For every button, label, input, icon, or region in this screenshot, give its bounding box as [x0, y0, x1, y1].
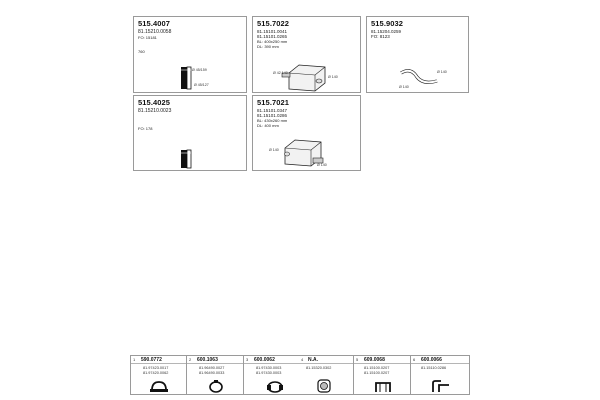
ref-number: 81.15100.0207: [364, 371, 390, 375]
ref-number: 81.15210.0058: [138, 29, 172, 35]
accessory-cell-2[interactable]: [187, 356, 244, 394]
mount-bracket-icon: [431, 379, 451, 394]
ref-number: 81.15101.0041: [257, 29, 288, 34]
part-card-4[interactable]: [133, 95, 247, 171]
item-number: 3: [246, 357, 249, 362]
part-number: 600.1063: [197, 356, 218, 363]
accessory-cell-6[interactable]: [411, 356, 469, 394]
dimension-label: Ø 42 140: [273, 71, 288, 75]
part-card-1[interactable]: [133, 16, 247, 93]
ref-number: 81.97430.0003: [256, 366, 282, 370]
part-number: N.A.: [308, 356, 318, 363]
vertical-silencer-icon: [178, 148, 198, 170]
ref-number: 81.96490.0033: [199, 371, 225, 375]
spec-line: DL: 390 mm: [257, 44, 279, 49]
spec-line: BL: 430x260 mm: [257, 118, 288, 123]
item-number: 2: [189, 357, 192, 362]
dimension-label: Ø 140: [269, 148, 279, 152]
dimension-label: Ø 45/159: [192, 68, 207, 72]
item-number: 1: [133, 357, 136, 362]
box-silencer-icon: [281, 59, 331, 93]
ref-number: 81.15320.0302: [306, 366, 332, 370]
ref-number: 81.97423.0017: [143, 366, 169, 370]
part-number: 600.0062: [254, 356, 275, 363]
part-number: 609.0068: [364, 356, 385, 363]
ref-number: 81.97420.0062: [143, 371, 169, 375]
ref-number: 81.96490.0027: [199, 366, 225, 370]
ref-number: 81.15210.0023: [138, 108, 172, 114]
part-number: 515.4025: [138, 98, 171, 107]
item-number: 6: [413, 357, 416, 362]
dimension-label: Ø 140: [328, 75, 338, 79]
spec-line: DL: 400 mm: [257, 123, 279, 128]
spec-line: FO: 8123: [371, 34, 390, 39]
part-number: 515.4007: [138, 19, 171, 28]
accessory-cell-1[interactable]: [131, 356, 187, 394]
spec-line: FO: 178: [138, 126, 153, 131]
ref-number: 81.15100.0207: [364, 366, 390, 370]
ring-clamp-icon: [207, 379, 225, 394]
ref-number: 81.15101.0265: [257, 34, 288, 39]
clamp-icon: [149, 380, 169, 394]
spec-line: FO: 15181: [138, 35, 157, 40]
accessories-strip: [130, 355, 470, 395]
part-number: 515.7022: [257, 19, 290, 28]
part-number: 600.0066: [421, 356, 442, 363]
part-number: 590.0772: [141, 356, 162, 363]
ref-number: 81.15204.0259: [371, 29, 402, 34]
accessory-cell-5[interactable]: [354, 356, 411, 394]
ref-number: 81.15101.0347: [257, 108, 288, 113]
dimension-label: Ø 140: [437, 70, 447, 74]
band-clamp-icon: [264, 379, 286, 394]
ref-number: 81.15110.0286: [421, 366, 447, 370]
part-card-5[interactable]: [252, 95, 361, 171]
bent-pipe-icon: [397, 65, 441, 87]
spec-line: 760: [138, 49, 145, 54]
dimension-label: Ø 140: [399, 85, 409, 89]
part-number: 515.7021: [257, 98, 290, 107]
bracket-icon: [374, 380, 392, 394]
dimension-label: Ø 140: [317, 163, 327, 167]
part-card-3[interactable]: [366, 16, 469, 93]
item-number: 5: [356, 357, 359, 362]
dimension-label: Ø 45/127: [194, 83, 209, 87]
item-number: 4: [301, 357, 304, 362]
ref-number: 81.97430.0003: [256, 371, 282, 375]
gasket-icon: [316, 378, 332, 394]
part-card-2[interactable]: [252, 16, 361, 93]
part-number: 515.9032: [371, 19, 404, 28]
ref-number: 81.15101.0286: [257, 113, 288, 118]
accessory-cell-3[interactable]: [244, 356, 354, 394]
spec-line: BL: 400x250 mm: [257, 39, 288, 44]
